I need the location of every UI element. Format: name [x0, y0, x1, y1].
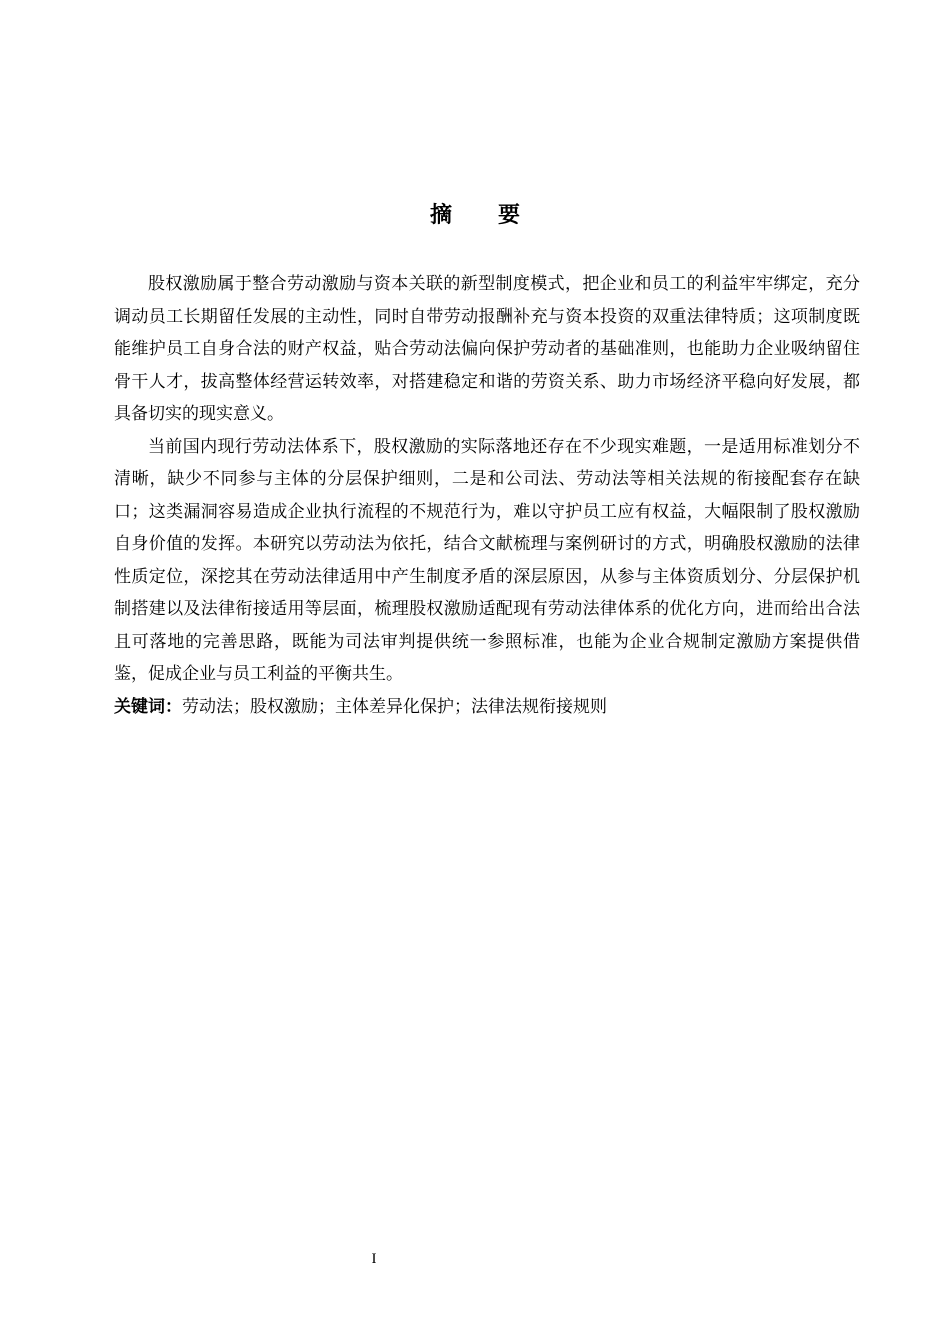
keywords-value: 劳动法；股权激励；主体差异化保护；法律法规衔接规则	[182, 696, 607, 717]
abstract-body	[114, 268, 860, 723]
page-title	[0, 198, 950, 234]
abstract-paragraph: 股权激励属于整合劳动激励与资本关联的新型制度模式，把企业和员工的利益牢牢绑定，充分调动员工长期留任发展的主动性，同时自带劳动报酬补充与资本投资的双重法律特质；这项制度既能维护员工自身合法的财产权益，贴合劳动法偏向保护劳动者的基础准则，也能助力企业吸纳留住骨干人才，拔高整体经营运转效率，对搭建稳定和谐的劳资关系、助力市场经济平稳向好发展，都具备切实的现实意义。	[114, 274, 860, 424]
keywords-line	[114, 691, 860, 724]
page-number: I	[371, 1251, 377, 1267]
abstract-paragraph: 当前国内现行劳动法体系下，股权激励的实际落地还存在不少现实难题，一是适用标准划分不清晰，缺少不同参与主体的分层保护细则，二是和公司法、劳动法等相关法规的衔接配套存在缺口；这类漏洞容易造成企业执行流程的不规范行为，难以守护员工应有权益，大幅限制了股权激励自身价值的发挥。本研究以劳动法为依托，结合文献梳理与案例研讨的方式，明确股权激励的法律性质定位，深挖其在劳动法律适用中产生制度矛盾的深层原因，从参与主体资质划分、分层保护机制搭建以及法律衔接适用等层面，梳理股权激励适配现有劳动法律体系的优化方向，进而给出合法且可落地的完善思路，既能为司法审判提供统一参照标准，也能为企业合规制定激励方案提供借鉴，促成企业与员工利益的平衡共生。	[114, 436, 860, 684]
title-char: 摘	[429, 203, 452, 228]
title-char: 要	[498, 203, 521, 228]
keywords-label: 关键词：	[114, 696, 182, 717]
